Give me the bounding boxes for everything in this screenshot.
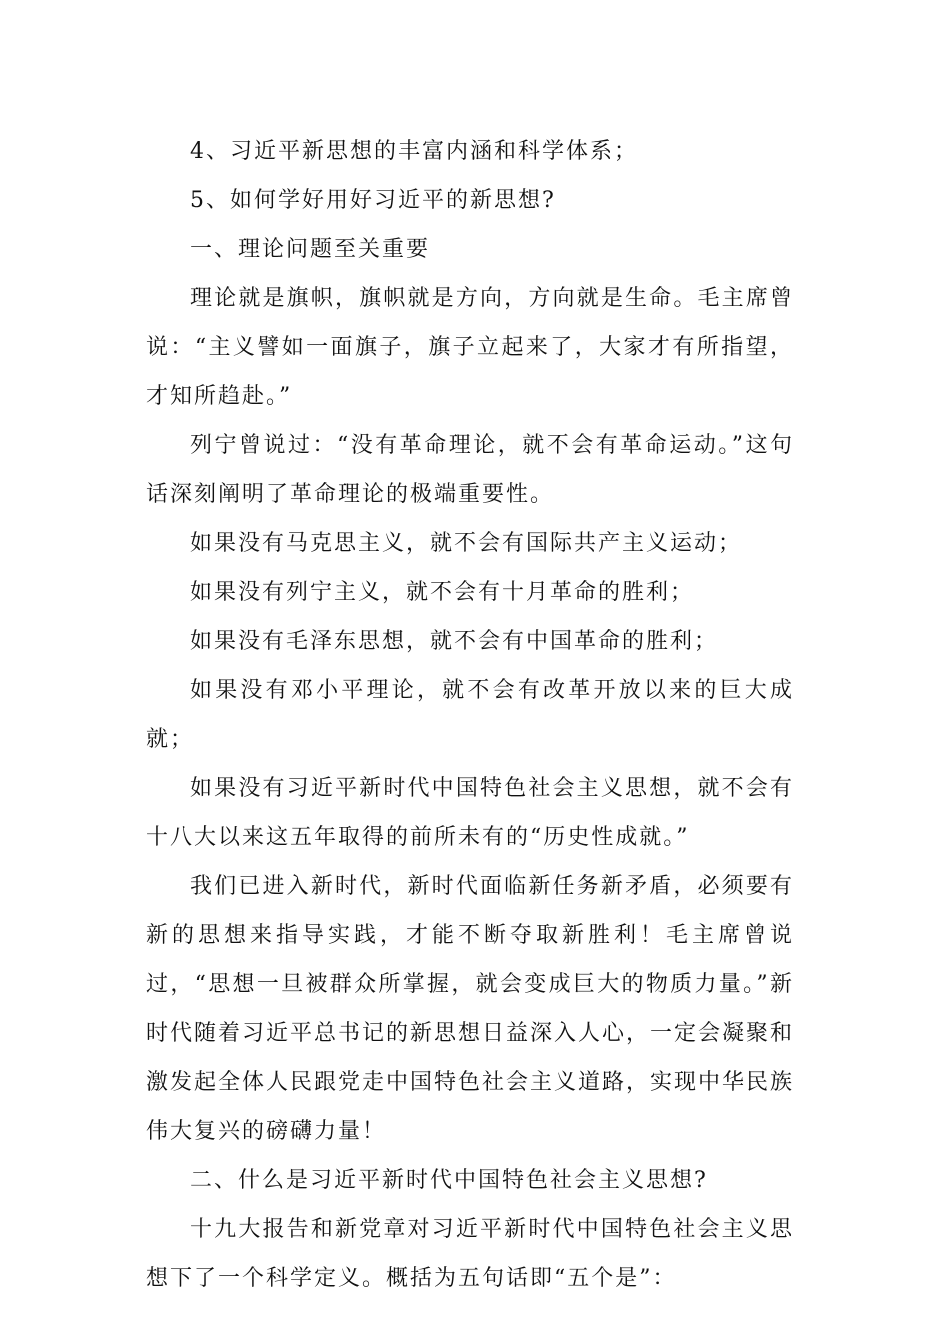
paragraph-marxism: 如果没有马克思主义，就不会有国际共产主义运动； <box>190 531 743 556</box>
section-heading-2: 二、什么是习近平新时代中国特色社会主义思想? <box>190 1168 708 1193</box>
document-body <box>146 127 794 1303</box>
section-heading-1: 一、理论问题至关重要 <box>190 237 431 262</box>
paragraph-xi-thought: 如果没有习近平新时代中国特色社会主义思想，就不会有十八大以来这五年取得的前所未有的“历史性成就。” <box>146 776 794 850</box>
list-item-4: 4、习近平新思想的丰富内涵和科学体系； <box>190 139 638 164</box>
paragraph-new-era: 我们已进入新时代，新时代面临新任务新矛盾，必须要有新的思想来指导实践，才能不断夺取新胜利！毛主席曾说过，“思想一旦被群众所掌握，就会变成巨大的物质力量。”新时代随着习近平总书记的新思想日益深入人心，一定会凝聚和激发起全体人民跟党走中国特色社会主义道路，实现中华民族伟大复兴的磅礴力量！ <box>146 874 795 1144</box>
paragraph-mao-thought: 如果没有毛泽东思想，就不会有中国革命的胜利； <box>190 629 719 654</box>
paragraph-lenin-quote: 列宁曾说过：“没有革命理论，就不会有革命运动。”这句话深刻阐明了革命理论的极端重要性。 <box>146 433 794 507</box>
paragraph-leninism: 如果没有列宁主义，就不会有十月革命的胜利； <box>190 580 695 605</box>
list-item-5: 5、如何学好用好习近平的新思想? <box>190 188 556 213</box>
paragraph-theory-flag: 理论就是旗帜，旗帜就是方向，方向就是生命。毛主席曾说：“主义譬如一面旗子，旗子立起来了，大家才有所指望，才知所趋赴。” <box>146 286 794 409</box>
paragraph-definition: 十九大报告和新党章对习近平新时代中国特色社会主义思想下了一个科学定义。概括为五句话即“五个是”： <box>146 1217 794 1291</box>
paragraph-deng-theory: 如果没有邓小平理论，就不会有改革开放以来的巨大成就； <box>146 678 794 752</box>
